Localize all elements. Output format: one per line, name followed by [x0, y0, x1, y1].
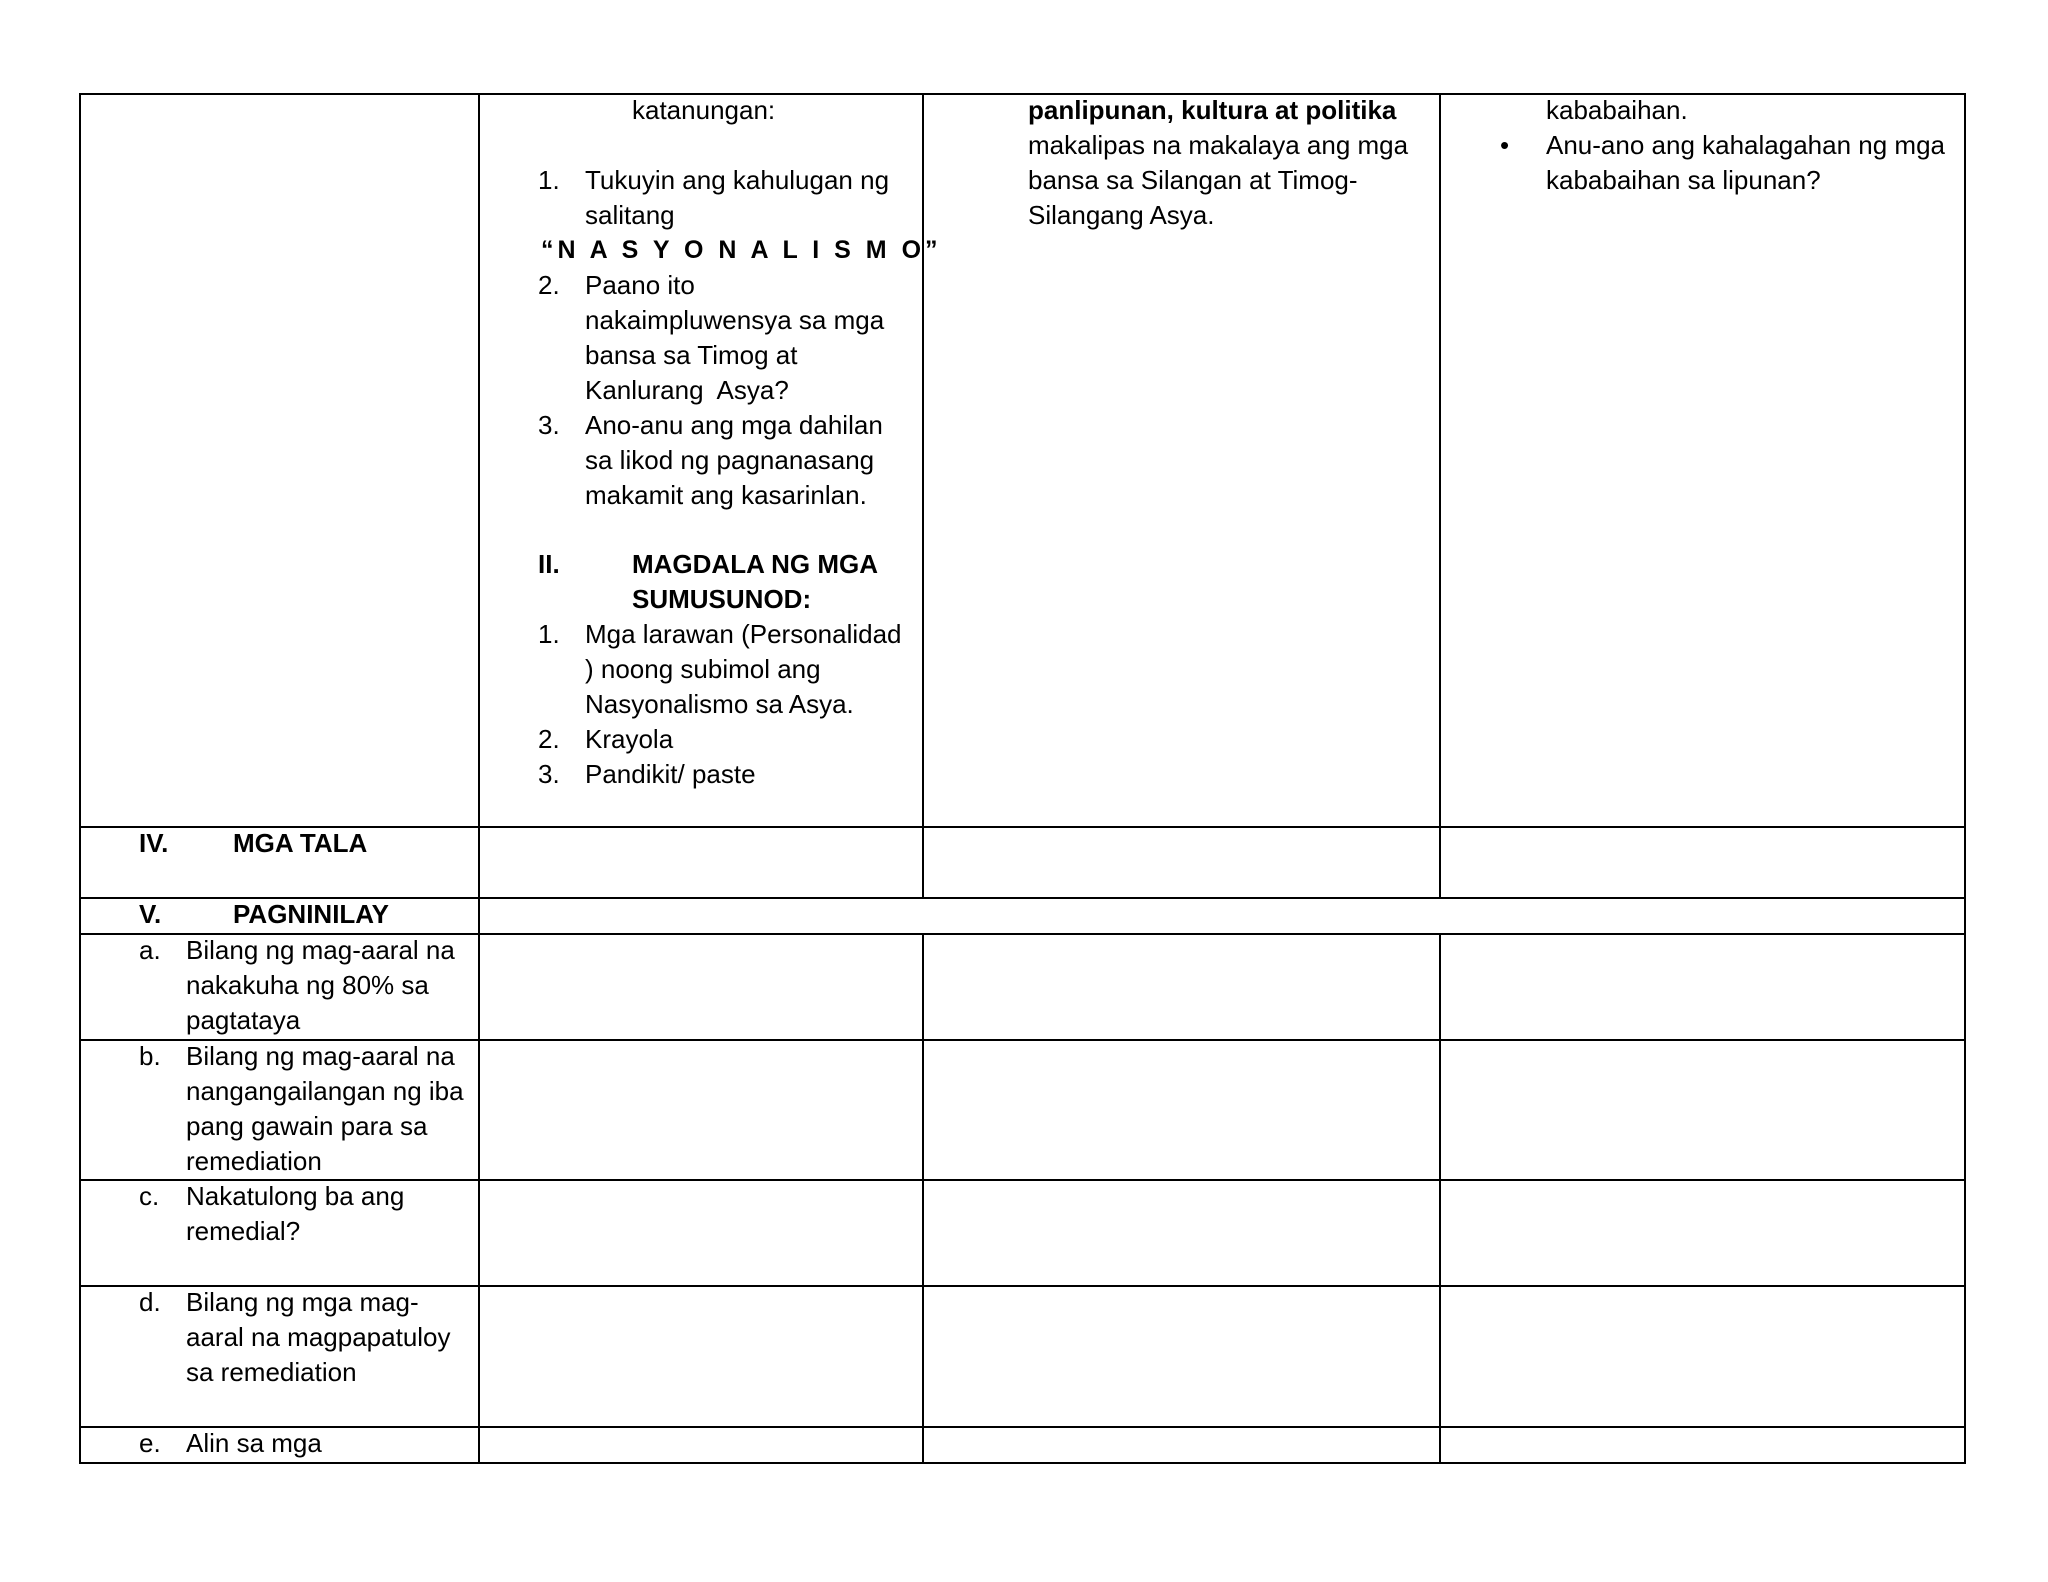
keyword-nasyonalismo: “N A S Y O N A L I S M O” [541, 236, 942, 264]
question-number: 3. [538, 410, 560, 440]
question-line: makamit ang kasarinlan. [585, 480, 867, 510]
mga-tala-title: MGA TALA [233, 828, 368, 858]
section-number: II. [538, 549, 560, 579]
item-line: pagtataya [186, 1005, 301, 1035]
question-line: sa likod ng pagnanasang [585, 445, 875, 475]
col3-line: bansa sa Silangan at Timog- [1028, 165, 1358, 195]
question-line: Kanlurang Asya? [585, 375, 789, 405]
question-line: Ano-anu ang mga dahilan [585, 410, 883, 440]
item-letter: c. [139, 1181, 160, 1211]
item-line: Nakatulong ba ang [186, 1181, 405, 1211]
question-line: Tukuyin ang kahulugan ng [585, 165, 890, 195]
item-line: Krayola [585, 724, 674, 754]
item-line: nakakuha ng 80% sa [186, 970, 429, 1000]
column-divider [922, 93, 924, 897]
item-letter: b. [139, 1041, 161, 1071]
section-title: MAGDALA NG MGA [632, 549, 879, 579]
item-line: aaral na magpapatuloy [186, 1322, 451, 1352]
question-line: nakaimpluwensya sa mga [585, 305, 885, 335]
item-number: 2. [538, 724, 560, 754]
item-number: 3. [538, 759, 560, 789]
item-line: Alin sa mga [186, 1428, 322, 1458]
table-border-bottom [79, 1462, 1966, 1464]
item-line: remedial? [186, 1216, 301, 1246]
question-line: Paano ito [585, 270, 695, 300]
intro-text: katanungan: [632, 95, 776, 125]
item-line: remediation [186, 1146, 322, 1176]
question-line: salitang [585, 200, 675, 230]
item-line: sa remediation [186, 1357, 357, 1387]
col3-line: makalipas na makalaya ang mga [1028, 130, 1409, 160]
table-border-left [79, 93, 81, 1464]
question-number: 2. [538, 270, 560, 300]
question-line: bansa sa Timog at [585, 340, 798, 370]
bullet-icon: • [1500, 130, 1510, 160]
col4-bullet-line: kababaihan sa lipunan? [1546, 165, 1821, 195]
section-title: SUMUSUNOD: [632, 584, 812, 614]
column-divider [1439, 933, 1441, 1464]
item-letter: d. [139, 1287, 161, 1317]
col4-bullet-line: Anu-ano ang kahalagahan ng mga [1546, 130, 1945, 160]
item-line: ) noong subimol ang [585, 654, 821, 684]
col3-bold-line: panlipunan, kultura at politika [1028, 95, 1397, 125]
item-line: Bilang ng mag-aaral na [186, 935, 455, 965]
col4-line: kababaihan. [1546, 95, 1688, 125]
column-divider [478, 93, 480, 1464]
item-line: Bilang ng mga mag- [186, 1287, 419, 1317]
item-line: Pandikit/ paste [585, 759, 756, 789]
item-letter: a. [139, 935, 161, 965]
pagninilay-title: PAGNINILAY [233, 899, 390, 929]
item-number: 1. [538, 619, 560, 649]
mga-tala-number: IV. [139, 828, 169, 858]
table-border-right [1964, 93, 1966, 1464]
column-divider [922, 933, 924, 1464]
col3-line: Silangang Asya. [1028, 200, 1215, 230]
row-divider [79, 1426, 1966, 1428]
item-line: Nasyonalismo sa Asya. [585, 689, 854, 719]
item-line: Bilang ng mag-aaral na [186, 1041, 455, 1071]
question-number: 1. [538, 165, 560, 195]
item-letter: e. [139, 1428, 161, 1458]
item-line: nangangailangan ng iba [186, 1076, 464, 1106]
pagninilay-number: V. [139, 899, 162, 929]
column-divider [1439, 93, 1441, 897]
item-line: pang gawain para sa [186, 1111, 428, 1141]
item-line: Mga larawan (Personalidad [585, 619, 902, 649]
